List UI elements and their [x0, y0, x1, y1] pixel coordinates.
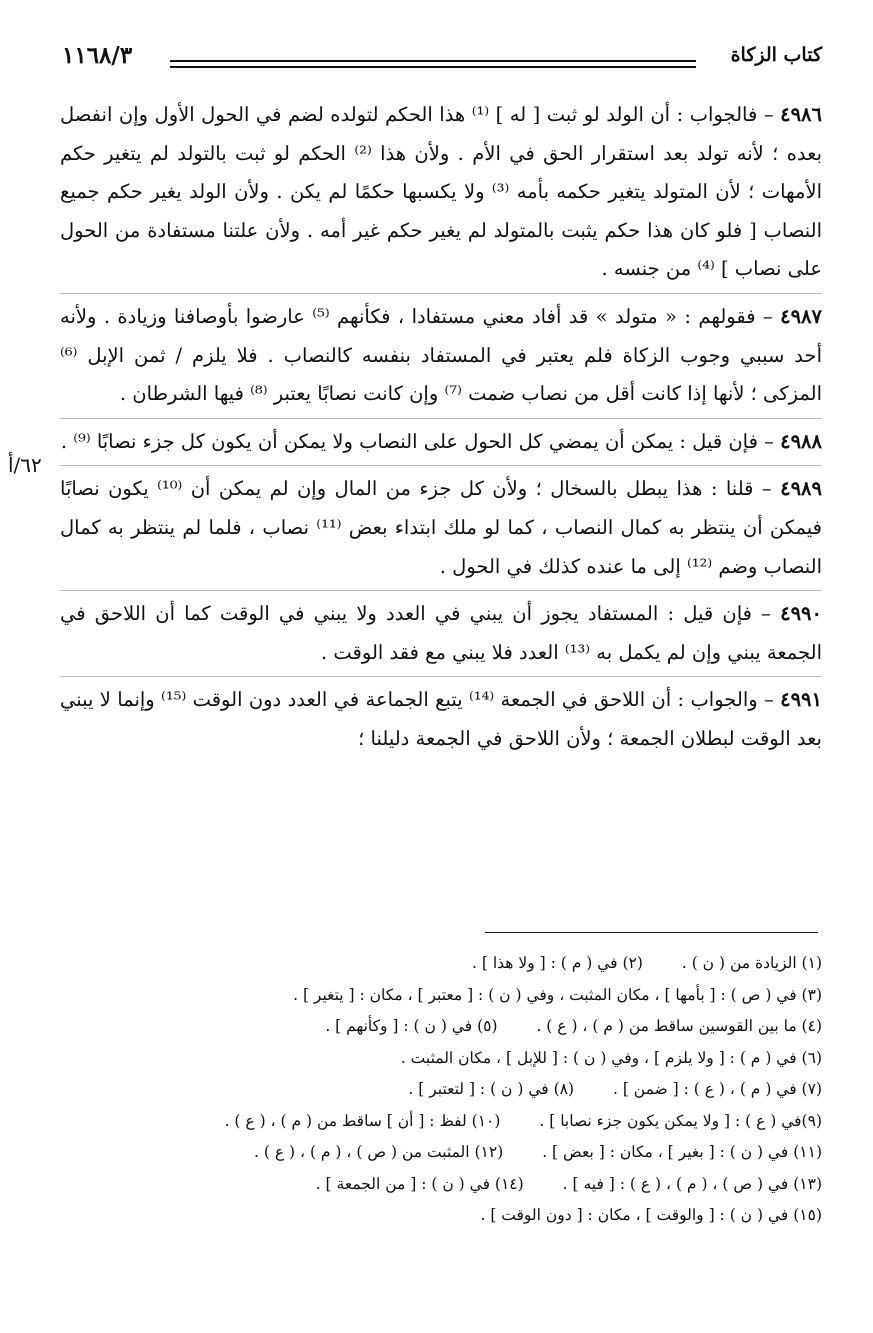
- footnote: (٦) في ( م ) : [ ولا يلزم ] ، وفي ( ن ) : [ للإبل ] ، مكان المثبت .: [400, 1048, 822, 1067]
- paragraph-text: – فالجواب : أن الولد لو ثبت [ له ] ⁽¹⁾ هذا الحكم لتولده لضم في الحول الأول وإن انفصل بعده ؛ لأنه تولد بعد استقرار الحق في الأم . ولأن هذا ⁽²⁾ الحكم لو ثبت بالتولد لم يتغير حكم الأمهات ؛ لأن المتولد يتغير حكمه بأمه ⁽³⁾ ولا يكسبها حكمًا لم يكن . ولأن الولد يغير حكم جميع النصاب [ فلو كان هذا حكم يثبت بالمتولد لم يغير حكم غير أمه . ولأن علتنا مستفادة من الحول على نصاب ] ⁽⁴⁾ من جنسه .: [60, 103, 822, 281]
- footnote-line: [58, 948, 822, 980]
- footnote: (١٤) في ( ن ) : [ من الجمعة ] .: [315, 1174, 524, 1193]
- main-text: [60, 96, 822, 767]
- header-rule: [170, 60, 696, 62]
- header-rule: [170, 66, 696, 68]
- footnote-line: [58, 1011, 822, 1043]
- footnote: (٨) في ( ن ) : [ لتعتبر ] .: [408, 1080, 575, 1098]
- paragraph: [60, 298, 822, 419]
- paragraph-number: ٤٩٨٨: [780, 429, 822, 453]
- footnote: (٤) ما بين القوسين ساقط من ( م ) ، ( ع ) .: [536, 1017, 822, 1035]
- footnotes: [58, 948, 822, 1232]
- footnote: (١٣) في ( ص ) ، ( م ) ، ( ع ) : [ فيه ] .: [562, 1174, 822, 1193]
- footnote-line: [58, 1169, 822, 1201]
- chapter-title: كتاب الزكاة: [730, 44, 822, 66]
- footnote-line: [58, 1137, 822, 1169]
- footnote: (٩)في ( ع ) : [ ولا يمكن يكون جزء نصابا ] .: [539, 1111, 822, 1130]
- paragraph: [60, 470, 822, 591]
- footnote: (٥) في ( ن ) : [ وكأنهم ] .: [325, 1017, 498, 1035]
- paragraph: [60, 96, 822, 294]
- paragraph-number: ٤٩٩٠: [780, 602, 822, 626]
- paragraph-text: – فقولهم : « متولد » قد أفاد معني مستفادا ، فكأنهم ⁽⁵⁾ عارضوا بأوصافنا وزيادة . ولأنه أحد سببي وجوب الزكاة فلم يعتبر في المستفاد بنفسه كالنصاب . فلا يلزم / ثمن الإبل ⁽⁶⁾ المزكى ؛ لأنها إذا كانت أقل من نصاب ضمت ⁽⁷⁾ وإن كانت نصابًا يعتبر ⁽⁸⁾ فيها الشرطان .: [60, 304, 822, 406]
- page-header: [62, 42, 822, 82]
- paragraph-number: ٤٩٨٦: [780, 103, 822, 126]
- paragraph-text: – فإن قيل : يمكن أن يمضي كل الحول على النصاب ولا يمكن أن يكون كل جزء نصابًا ⁽⁹⁾ .: [60, 429, 774, 453]
- footnote-line: [58, 1200, 822, 1232]
- footnote: (١١) في ( ن ) : [ بغير ] ، مكان : [ بعض ] .: [542, 1143, 822, 1161]
- manuscript-folio-note: ٦٢/أ: [8, 453, 42, 477]
- footnote: (١٥) في ( ن ) : [ والوقت ] ، مكان : [ دون الوقت ] .: [480, 1206, 822, 1224]
- paragraph-number: ٤٩٩١: [780, 688, 822, 712]
- footnote: (٣) في ( ص ) : [ بأمها ] ، مكان المثبت ، وفي ( ن ) : [ معتبر ] ، مكان : [ يتغير ] .: [293, 985, 822, 1004]
- footnote-line: [58, 1106, 822, 1138]
- footnote: (٢) في ( م ) : [ ولا هذا ] .: [471, 954, 643, 972]
- footnote-line: [58, 1074, 822, 1106]
- paragraph-number: ٤٩٨٩: [780, 477, 822, 501]
- footnote-line: [58, 980, 822, 1012]
- paragraph-number: ٤٩٨٧: [780, 304, 822, 328]
- footnote-separator: [485, 932, 818, 933]
- paragraph: [60, 681, 822, 762]
- paragraph: [60, 595, 822, 677]
- page-number: ١١٦٨/٣: [62, 42, 133, 69]
- footnote: (٧) في ( م ) ، ( ع ) : [ ضمن ] .: [612, 1080, 822, 1098]
- paragraph-text: – قلنا : هذا يبطل بالسخال ؛ ولأن كل جزء من المال وإن لم يمكن أن ⁽¹⁰⁾ يكون نصابًا فيمكن أن ينتظر به كمال النصاب ، كما لو ملك ابتداء بعض ⁽¹¹⁾ نصاب ، فلما لم ينتظر به كمال النصاب وضم ⁽¹²⁾ إلى ما عنده كذلك في الحول .: [60, 477, 822, 578]
- paragraph: [60, 423, 822, 467]
- paragraph-text: – والجواب : أن اللاحق في الجمعة ⁽¹⁴⁾ يتبع الجماعة في العدد دون الوقت ⁽¹⁵⁾ وإنما لا يبني بعد الوقت لبطلان الجمعة ؛ ولأن اللاحق في الجمعة دليلنا ؛: [60, 688, 822, 750]
- footnote: (١٠) لفظ : [ أن ] ساقط من ( م ) ، ( ع ) .: [224, 1111, 501, 1130]
- footnote-line: [58, 1043, 822, 1075]
- footnote: (١) الزيادة من ( ن ) .: [681, 954, 822, 972]
- footnote: (١٢) المثبت من ( ص ) ، ( م ) ، ( ع ) .: [254, 1143, 504, 1161]
- paragraph-text: – فإن قيل : المستفاد يجوز أن يبني في العدد ولا يبني في الوقت كما أن اللاحق في الجمعة يبني وإن لم يكمل به ⁽¹³⁾ العدد فلا يبني مع فقد الوقت .: [60, 602, 822, 664]
